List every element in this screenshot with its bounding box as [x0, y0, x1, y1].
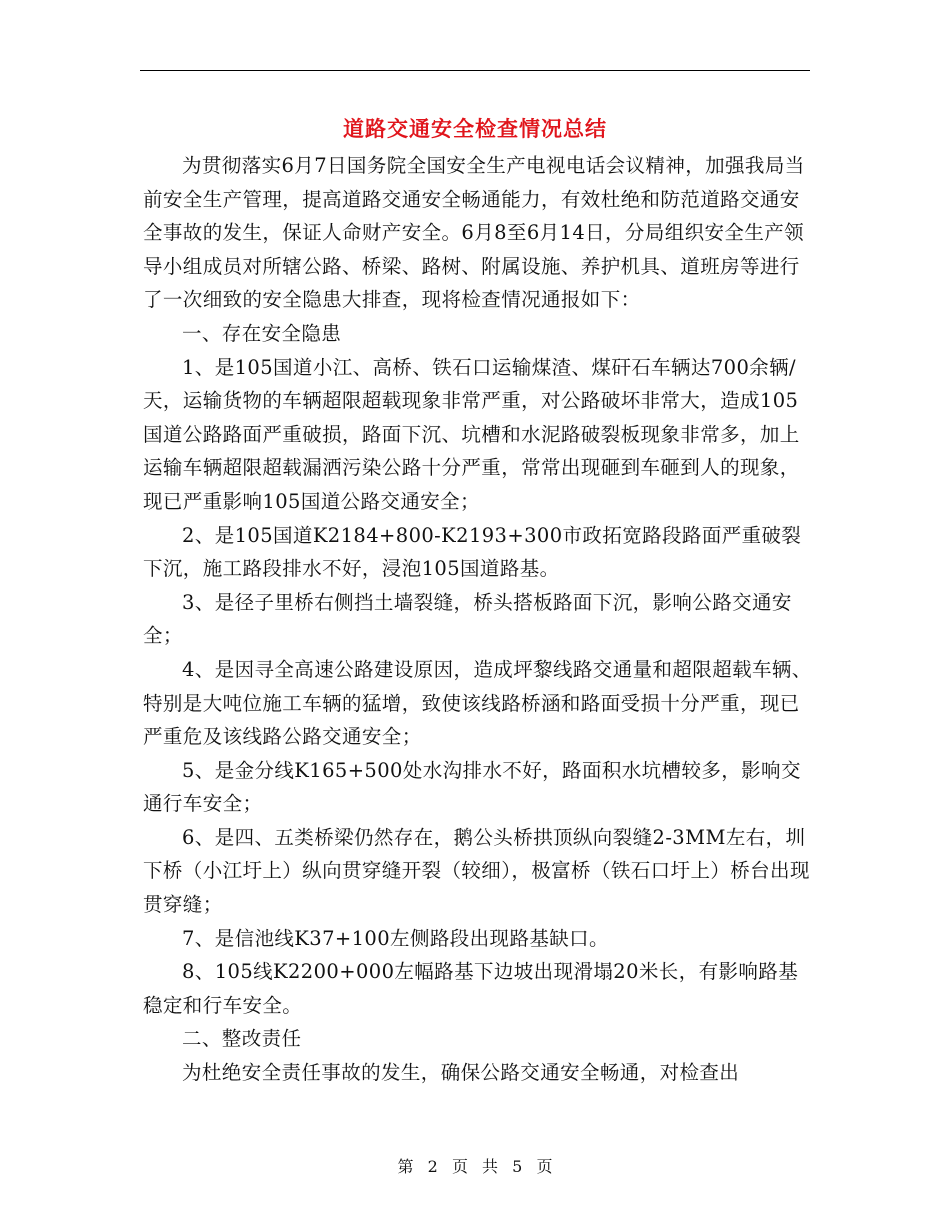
hazard-item-4: 4、是因寻全高速公路建设原因，造成坪黎线路交通量和超限超载车辆、特别是大吨位施工车辆的猛增，致使该线路桥涵和路面受损十分严重，现已严重危及该线路公路交通安全； [143, 657, 812, 749]
section-heading-hazards: 一、存在安全隐患 [182, 321, 342, 345]
hazard-item-6: 6、是四、五类桥梁仍然存在，鹅公头桥拱顶纵向裂缝2-3MM左右，圳下桥（小江圩上）纵向贯穿缝开裂（较细），极富桥（铁石口圩上）桥台出现贯穿缝； [143, 825, 810, 917]
footer-suffix: 页 [536, 1157, 553, 1176]
hazard-item-8: 8、105线K2200+000左幅路基下边坡出现滑塌20米长，有影响路基稳定和行车安全。 [143, 960, 799, 1017]
footer-total-prefix: 共 [482, 1157, 499, 1176]
hazard-item-7: 7、是信池线K37+100左侧路段出现路基缺口。 [182, 926, 609, 950]
footer-prefix: 第 [397, 1157, 414, 1176]
page-footer [0, 1154, 950, 1177]
header-rule [140, 70, 810, 71]
hazard-item-5: 5、是金分线K165+500处水沟排水不好，路面积水坑槽较多，影响交通行车安全； [143, 758, 801, 816]
intro-paragraph: 为贯彻落实6月7日国务院全国安全生产电视电话会议精神，加强我局当前安全生产管理，提高道路交通安全畅通能力，有效杜绝和防范道路交通安全事故的发生，保证人命财产安全。6月8至6月14日，分局组织安全生产领导小组成员对所辖公路、桥梁、路树、附属设施、养护机具、道班房等进行了一次细致的安全隐患大排查，现将检查情况通报如下： [143, 154, 805, 312]
section-heading-rectification: 二、整改责任 [182, 1027, 302, 1051]
hazard-item-3: 3、是径子里桥右侧挡土墙裂缝，桥头搭板路面下沉，影响公路交通安全； [143, 590, 792, 648]
document-title: 道路交通安全检查情况总结 [343, 116, 607, 141]
rectification-paragraph: 为杜绝安全责任事故的发生，确保公路交通安全畅通，对检查出 [182, 1061, 740, 1085]
footer-page-word: 页 [451, 1157, 468, 1176]
document-body [143, 149, 813, 1090]
footer-total-pages: 5 [512, 1157, 523, 1176]
hazard-item-2: 2、是105国道K2184+800-K2193+300市政拓宽路段路面严重破裂下沉，施工路段排水不好，浸泡105国道路基。 [143, 523, 802, 581]
footer-current-page: 2 [427, 1157, 438, 1176]
hazard-item-1: 1、是105国道小江、高桥、铁石口运输煤渣、煤矸石车辆达700余辆/天，运输货物的车辆超限超载现象非常严重，对公路破坏非常大，造成105国道公路路面严重破损，路面下沉、坑槽和水泥路破裂板现象非常多，加上运输车辆超限超载漏洒污染公路十分严重，常常出现砸到车砸到人的现象，现已严重影响105国道公路交通安全； [143, 355, 800, 513]
